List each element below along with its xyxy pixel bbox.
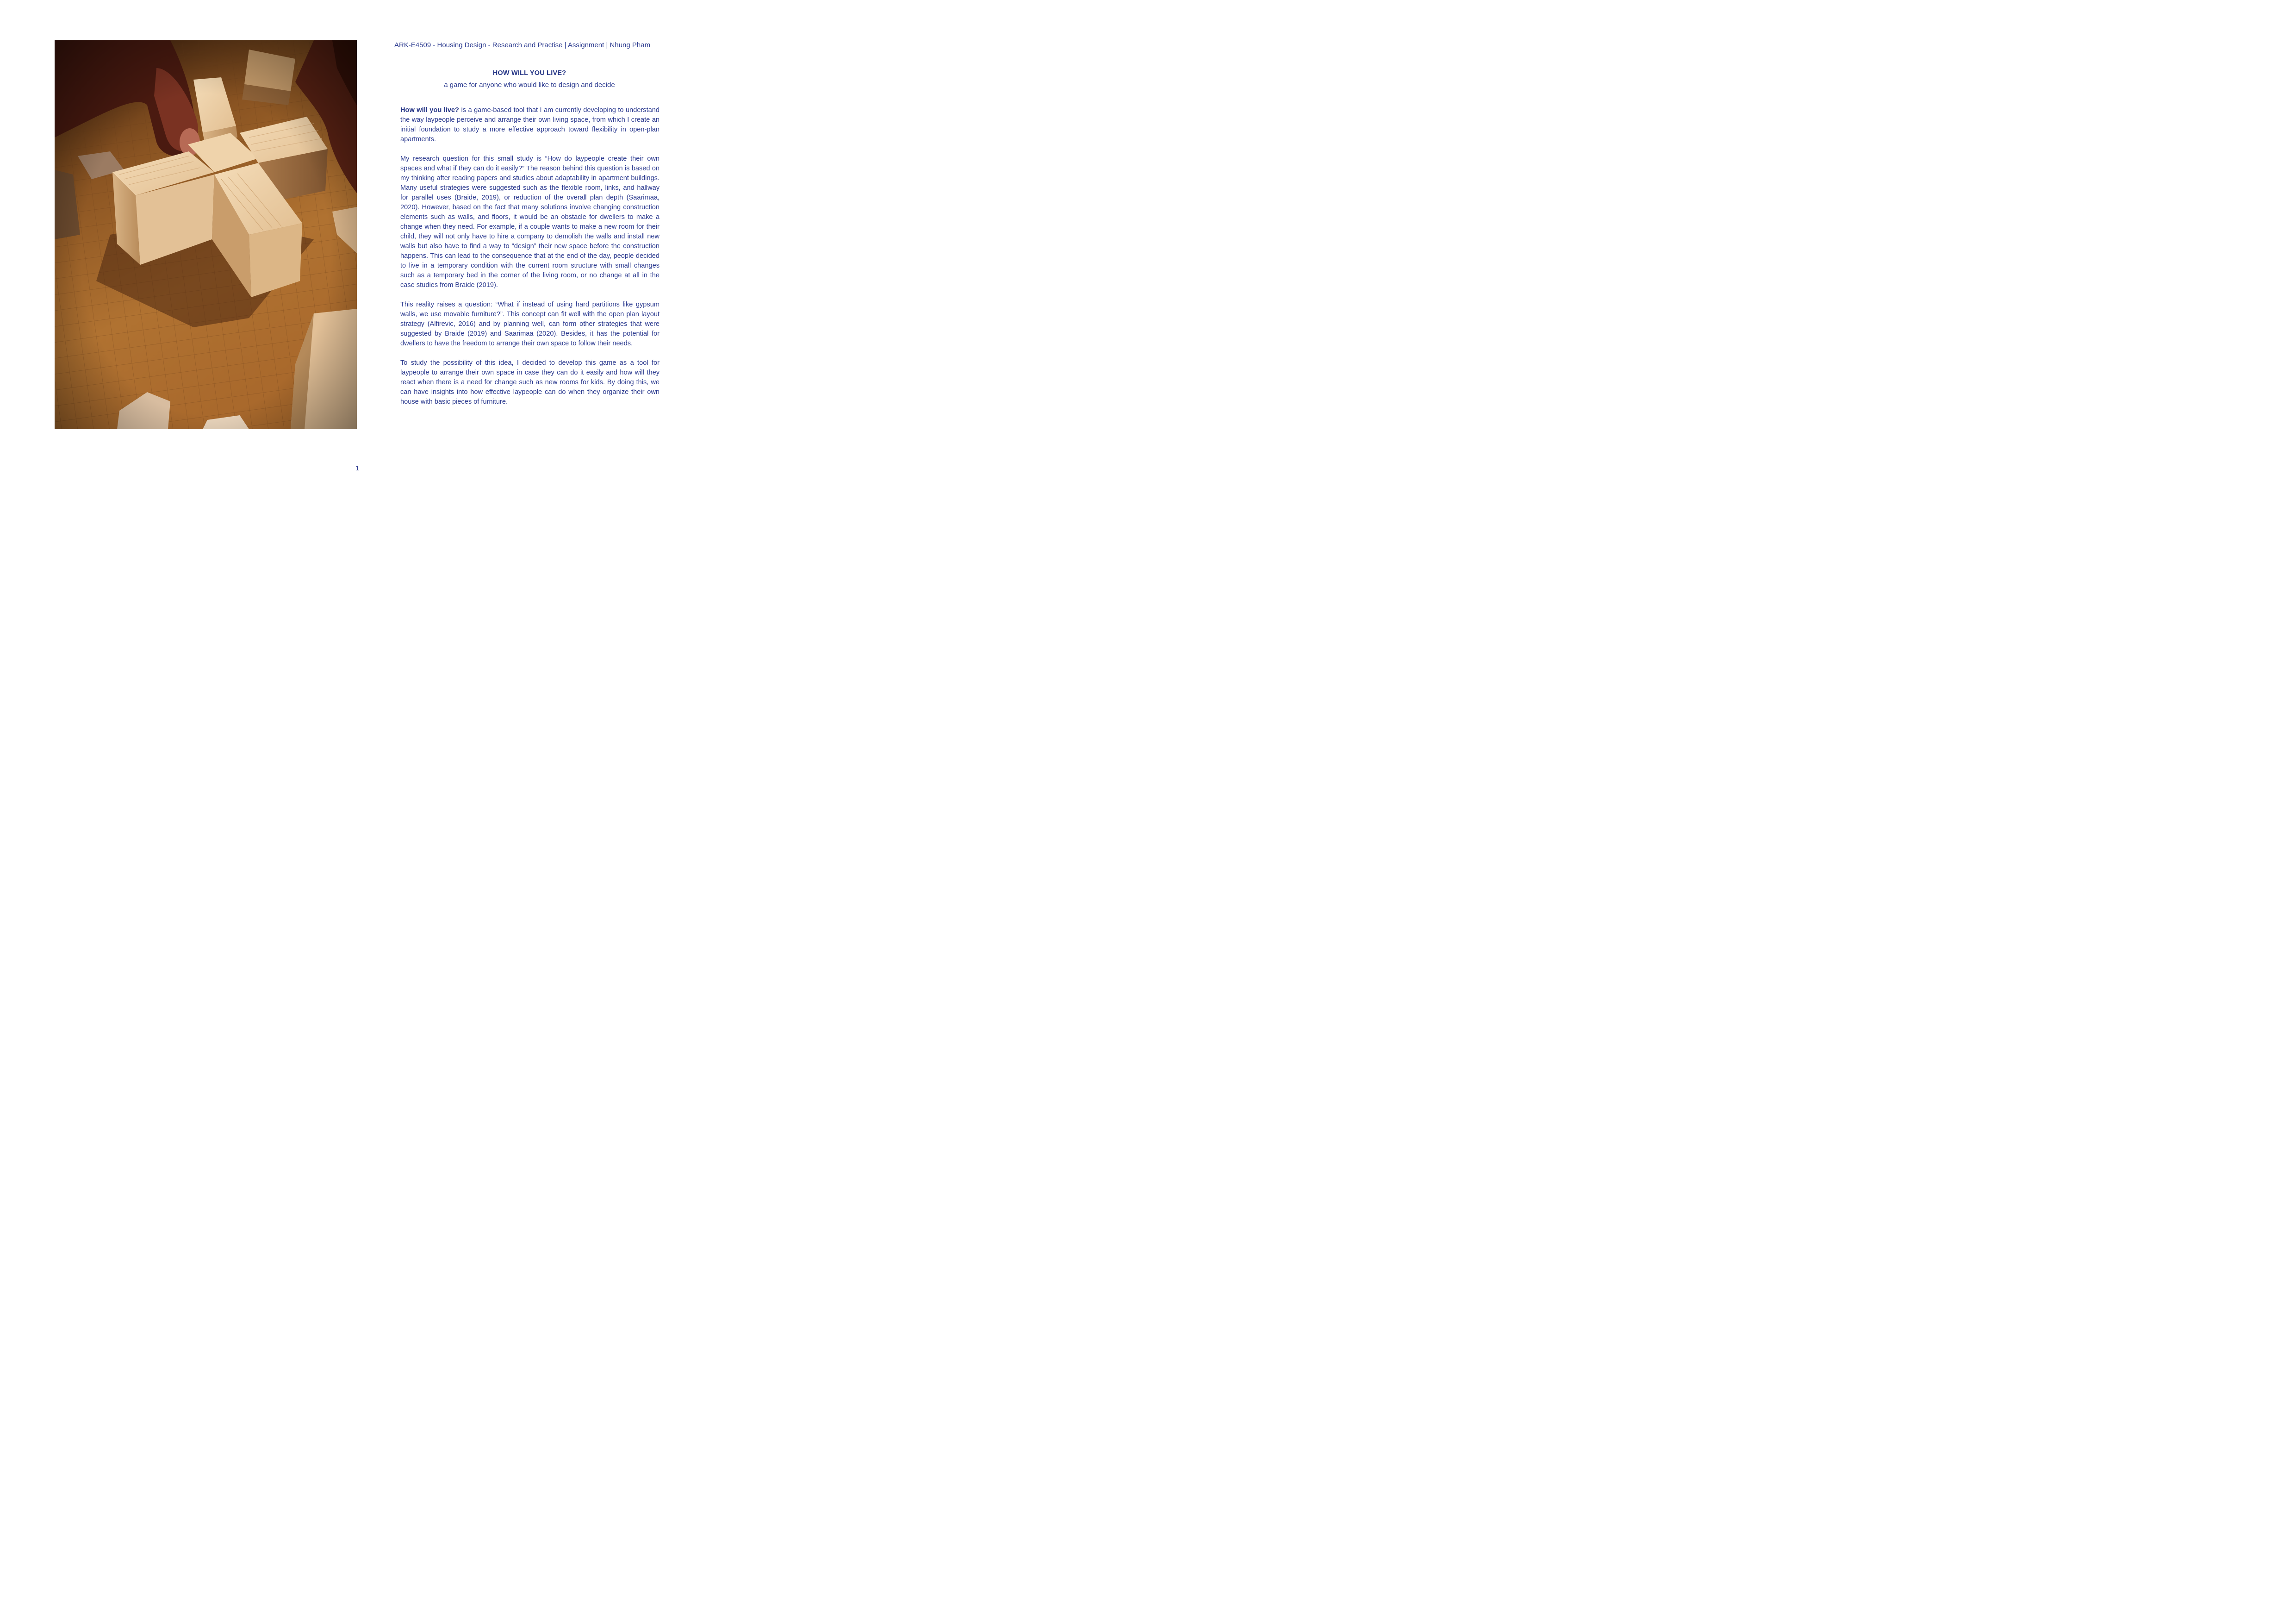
wooden-blocks-illustration	[55, 40, 357, 429]
paragraph-4: To study the possibility of this idea, I decided to develop this game as a tool for laypeople to arrange their own space in case they can do it easily and how will they react when there is a need for change such as new rooms for kids. By doing this, we can have insights into how effective laypeople can do when they organize their own house with basic pieces of furniture.	[400, 359, 660, 406]
page-number: 1	[355, 464, 360, 472]
paragraph-1	[400, 106, 660, 144]
course-header: ARK-E4509 - Housing Design - Research and Practise | Assignment | Nhung Pham	[394, 41, 651, 49]
paragraph-2: My research question for this small study is “How do laypeople create their own spaces and what if they can do it easily?” The reason behind this question is based on my thinking after reading papers and studies about adaptability in apartment buildings. Many useful strategies were suggested such as the flexible room, links, and hallway for parallel uses (Braide, 2019), or reduction of the overall plan depth (Saarimaa, 2020). However, based on the fact that many solutions involve changing construction elements such as walls, and floors, it would be an obstacle for dwellers to make a change when they need. For example, if a couple wants to make a new room for their child, they will not only have to hire a company to demolish the walls and install new walls but also have to find a way to “design” their new space before the construction happens. This can lead to the consequence that at the end of the day, people decided to live in a temporary condition with the current room structure with small changes such as a temporary bed in the corner of the living room, or no change at all in the case studies from Braide (2019).	[400, 155, 660, 289]
paragraph-3: This reality raises a question: “What if instead of using hard partitions like gypsum walls, we use movable furniture?”. This concept can fit well with the open plan layout strategy (Alfirevic, 2016) and by planning well, can form other strategies that were suggested by Braide (2019) and Saarimaa (2020). Besides, it has the potential for dwellers to have the freedom to arrange their own space to follow their needs.	[400, 301, 660, 347]
photo-wooden-blocks	[55, 40, 357, 429]
document-subtitle: a game for anyone who would like to design and decide	[444, 81, 615, 89]
paragraph-1-text: is a game-based tool that I am currently developing to understand the way laypeople perceive and arrange their own living space, from which I create an initial foundation to study a more effective approach toward flexibility in open-plan apartments.	[400, 106, 660, 143]
document-title: HOW WILL YOU LIVE?	[492, 69, 566, 77]
body-text	[400, 106, 660, 417]
paragraph-1-lead: How will you live?	[400, 106, 459, 114]
